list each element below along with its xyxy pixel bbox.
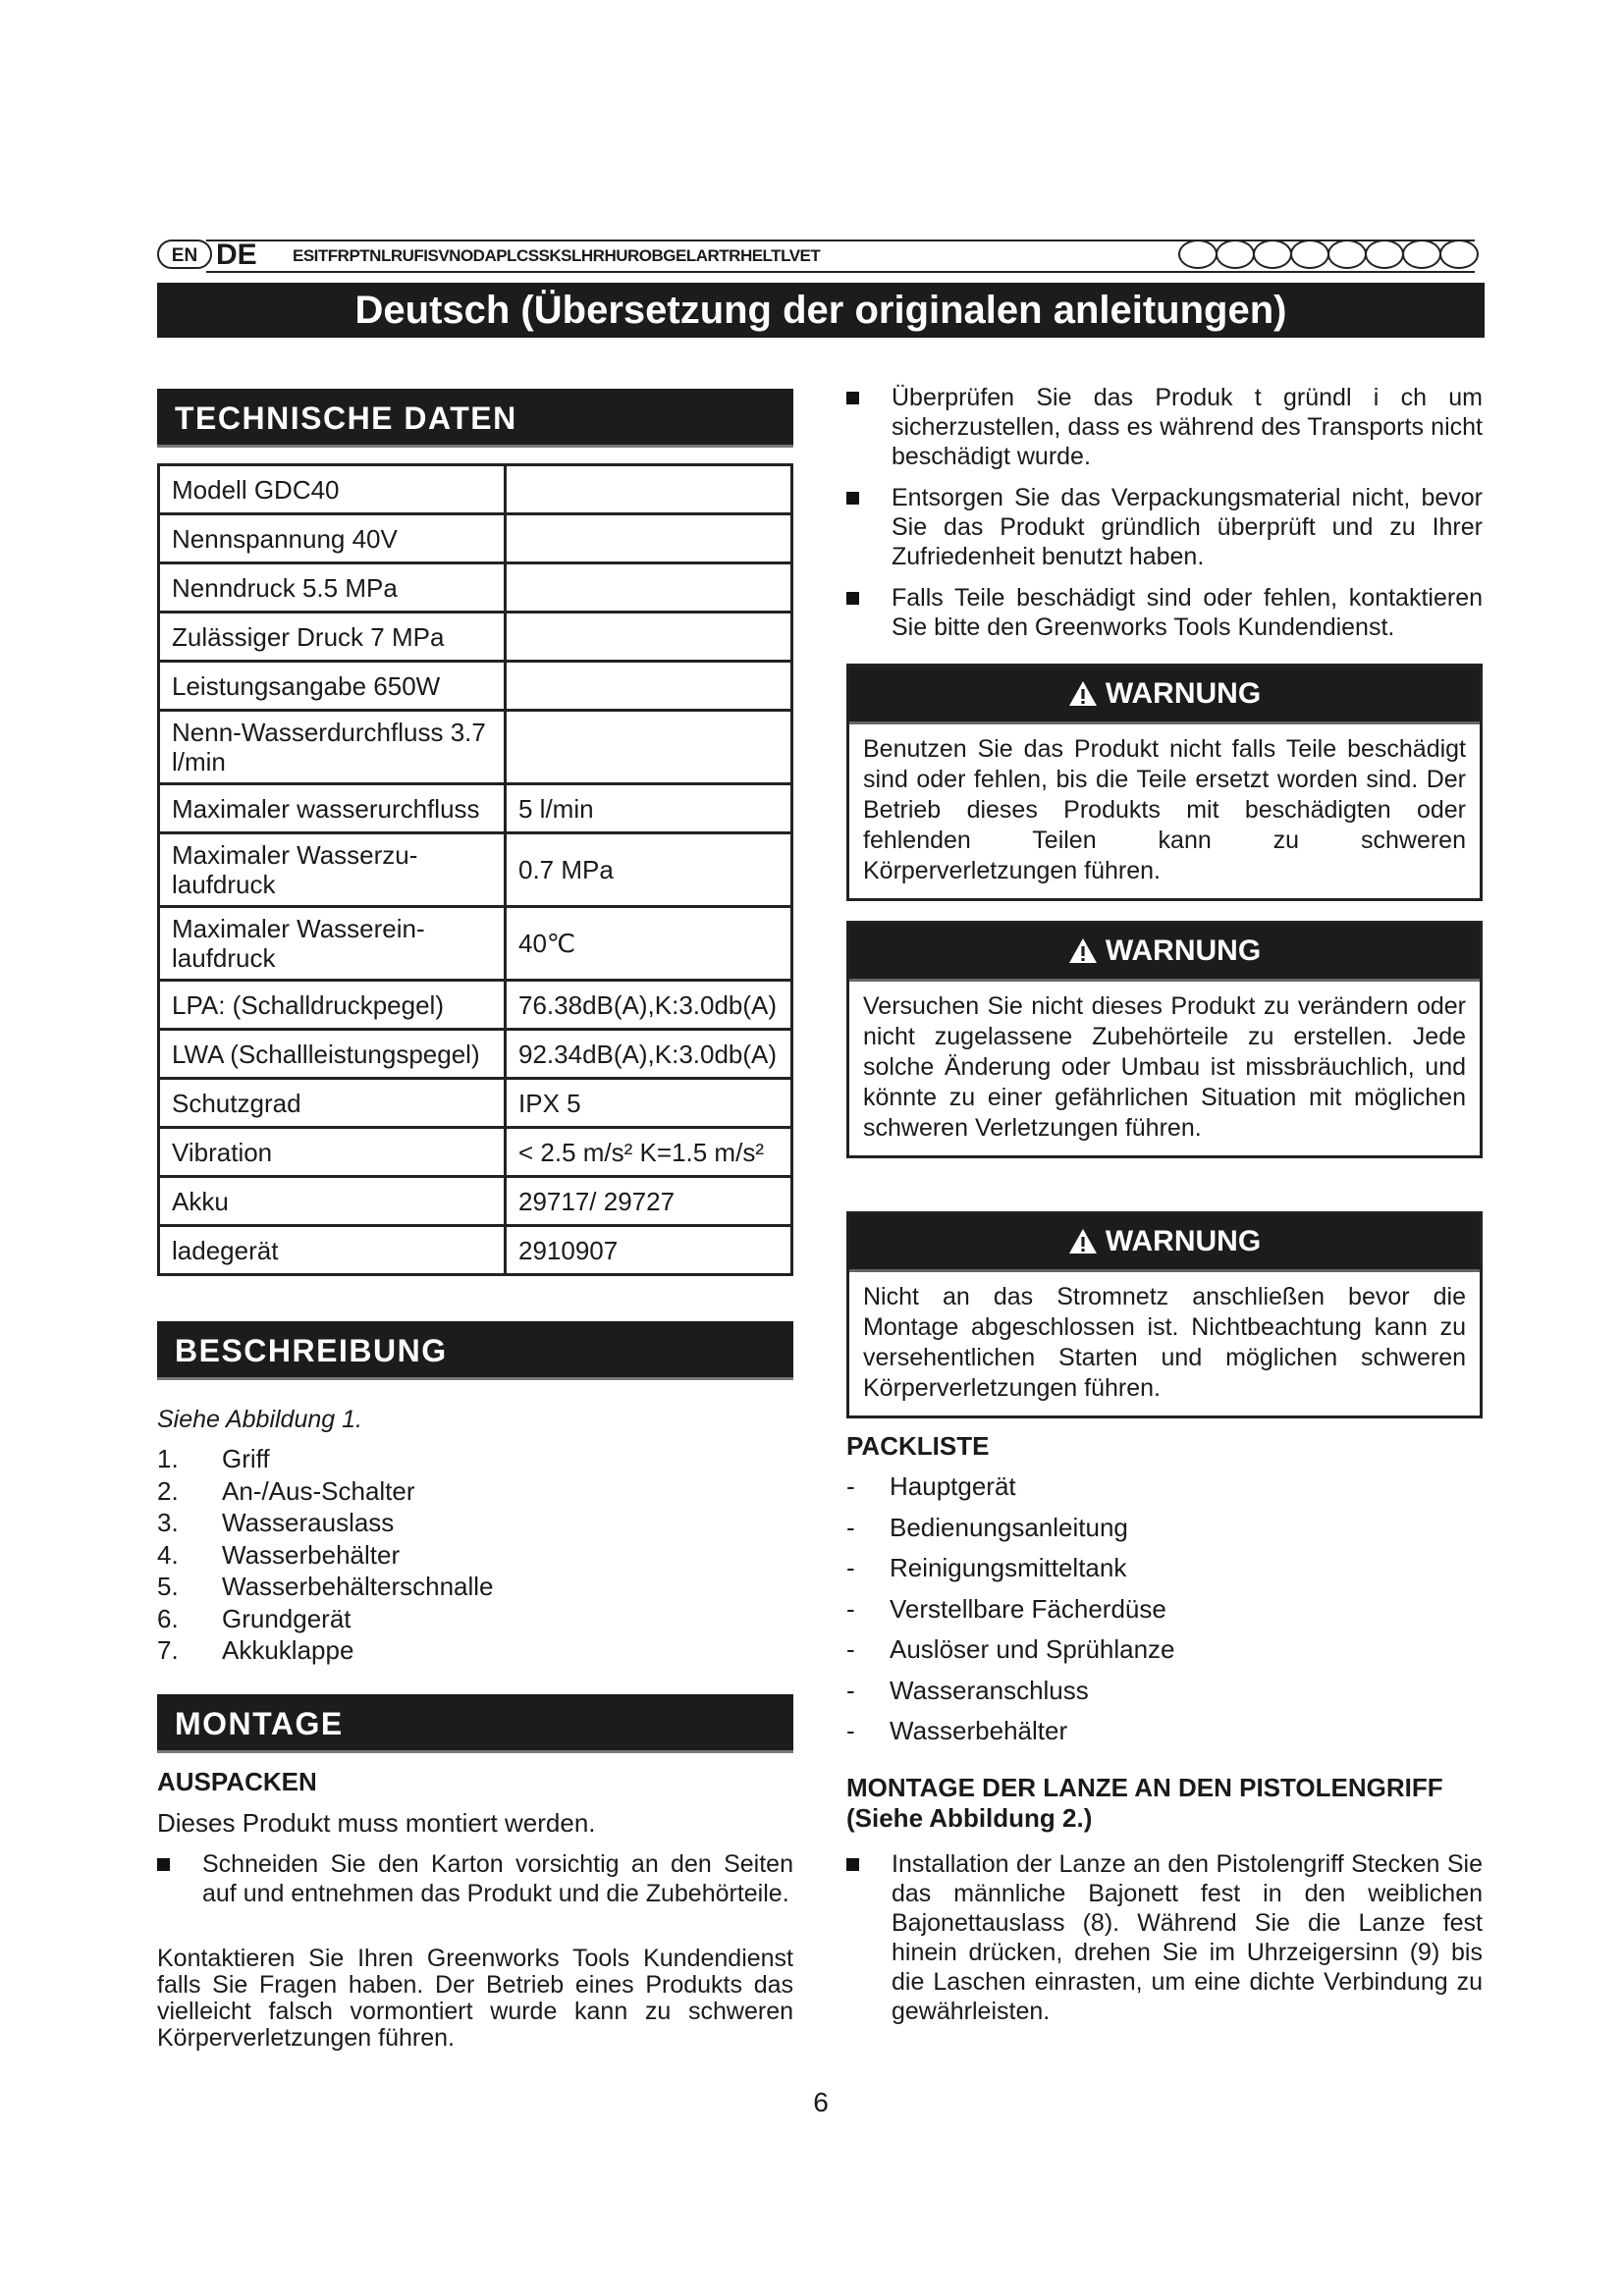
list-text: Griff [222, 1444, 270, 1473]
auspacken-intro: Dieses Produkt muss montiert werden. [157, 1808, 596, 1838]
warning-title: WARNUNG [1105, 677, 1262, 710]
list-text: Grundgerät [222, 1603, 352, 1633]
spec-value: IPX 5 [506, 1079, 792, 1128]
bullet-text: Installation der Lanze an den Pistolengriff Stecken Sie das männliche Bajonett fest in den weiblichen Bajonettauslass (8). Während Sie die Lanze fest hinein drücken, drehen Sie im Uhrzeigersinn (9) bis die Laschen einrasten, um eine dichte Verbindung zu gewährleisten. [892, 1850, 1483, 2025]
spec-label: Leistungsangabe 650W [159, 662, 506, 711]
list-text: An-/Aus-Schalter [222, 1475, 415, 1506]
list-text: Hauptgerät [890, 1471, 1016, 1501]
spec-label: Nenndruck 5.5 MPa [159, 563, 506, 613]
warning-triangle-icon [1068, 1228, 1098, 1255]
list-number: 1. [157, 1444, 179, 1473]
language-bar [157, 236, 1485, 275]
spec-value: 29717/ 29727 [506, 1177, 792, 1226]
list-number: 2. [157, 1475, 179, 1506]
spec-row [159, 833, 792, 907]
spec-value: 40℃ [506, 907, 792, 981]
spec-row [159, 1226, 792, 1275]
bullet-square-icon [846, 492, 859, 505]
spec-label: Nennspannung 40V [159, 514, 506, 563]
language-circle [1439, 240, 1479, 269]
list-item [157, 1507, 494, 1539]
spec-row [159, 662, 792, 711]
list-item [157, 1603, 494, 1635]
spec-row [159, 711, 792, 784]
spec-label: LWA (Schallleistungspegel) [159, 1030, 506, 1079]
language-circle [1253, 240, 1292, 269]
bullet-text: Falls Teile beschädigt sind oder fehlen, kontaktieren Sie bitte den Greenworks Tools Kundendienst. [892, 584, 1483, 641]
list-number: 6. [157, 1603, 179, 1633]
contact-paragraph: Kontaktieren Sie Ihren Greenworks Tools Kundendienst falls Sie Fragen haben. Der Betrieb eines Produkts das vielleicht falsch vormontiert wurde kann zu schweren Körperverletzungen führen. [157, 1945, 793, 2052]
dash-marker: - [846, 1675, 855, 1705]
spec-label: LPA: (Schalldruckpegel) [159, 981, 506, 1030]
bullet-item [846, 383, 1483, 471]
spec-row [159, 613, 792, 662]
list-text: Wasserbehälter [890, 1716, 1068, 1745]
spec-row [159, 981, 792, 1030]
dash-marker: - [846, 1593, 855, 1624]
warning-triangle-icon [1068, 680, 1098, 707]
spec-value [506, 613, 792, 662]
list-item [846, 1467, 1175, 1508]
spec-value [506, 563, 792, 613]
list-item [157, 1634, 494, 1667]
parts-list [157, 1443, 494, 1667]
pack-list [846, 1467, 1175, 1752]
spec-label: Schutzgrad [159, 1079, 506, 1128]
dash-marker: - [846, 1512, 855, 1542]
warning-triangle-icon [1068, 937, 1098, 964]
spec-value: 76.38dB(A),K:3.0db(A) [506, 981, 792, 1030]
list-number: 7. [157, 1635, 179, 1665]
spec-row [159, 465, 792, 514]
list-text: Verstellbare Fächerdüse [890, 1593, 1166, 1624]
spec-row [159, 1079, 792, 1128]
list-text: Akkuklappe [222, 1635, 354, 1665]
list-item [157, 1475, 494, 1508]
warning-title: WARNUNG [1105, 1225, 1262, 1257]
list-text: Wasserbehälter [222, 1539, 401, 1570]
spec-label: Akku [159, 1177, 506, 1226]
warning-header [849, 1214, 1480, 1272]
list-item [157, 1443, 494, 1475]
list-item [846, 1548, 1175, 1589]
spec-value: < 2.5 m/s² K=1.5 m/s² [506, 1128, 792, 1177]
bullet-square-icon [846, 592, 859, 605]
warning-text: Versuchen Sie nicht dieses Produkt zu verändern oder nicht zugelassene Zubehörteile zu erstellen. Jede solche Änderung oder Umbau ist missbräuchlich, und könnte zu einer gefährlichen Situation mit möglichen schweren Verletzungen führen. [863, 992, 1466, 1142]
spec-value [506, 662, 792, 711]
list-text: Wasserbehälterschnalle [222, 1572, 494, 1601]
section-heading-montage: MONTAGE [157, 1694, 793, 1753]
list-number: 5. [157, 1572, 179, 1601]
list-item [157, 1571, 494, 1603]
list-item [846, 1629, 1175, 1671]
spec-row [159, 784, 792, 833]
warning-box [846, 1211, 1483, 1418]
spec-row [159, 1128, 792, 1177]
list-text: Reinigungsmitteltank [890, 1553, 1127, 1582]
language-codes: ESITFRPTNLRUFISVNODAPLCSSKSLHRHUROBGELARTRHELTLVET [293, 246, 821, 265]
spec-value [506, 711, 792, 784]
list-item [846, 1589, 1175, 1630]
lanze-heading-line1: MONTAGE DER LANZE AN DEN PISTOLENGRIFF [846, 1773, 1443, 1802]
packliste-heading: PACKLISTE [846, 1431, 990, 1461]
spec-label: Maximaler Wasserein-laufdruck [159, 907, 506, 981]
spec-row [159, 514, 792, 563]
spec-row [159, 907, 792, 981]
bullet-square-icon [846, 1858, 859, 1871]
bullet-item [846, 483, 1483, 571]
bullet-square-icon [157, 1858, 170, 1871]
bullet-item [846, 1849, 1483, 2026]
spec-label: Nenn-Wasserdurchfluss 3.7 l/min [159, 711, 506, 784]
dash-marker: - [846, 1634, 855, 1664]
language-circle [1327, 240, 1367, 269]
bullet-square-icon [846, 392, 859, 404]
list-number: 3. [157, 1508, 179, 1537]
list-text: Auslöser und Sprühlanze [890, 1634, 1175, 1664]
page-title: Deutsch (Übersetzung der originalen anleitungen) [157, 283, 1485, 338]
list-item [846, 1711, 1175, 1752]
warning-box [846, 921, 1483, 1158]
page-number: 6 [813, 2087, 829, 2117]
language-circle [1402, 240, 1441, 269]
list-item [157, 1539, 494, 1572]
spec-label: Modell GDC40 [159, 465, 506, 514]
warning-text: Nicht an das Stromnetz anschließen bevor die Montage abgeschlossen ist. Nichtbeachtung kann zu versehentlichen Starten und möglichen schweren Körperverletzungen führen. [863, 1283, 1466, 1402]
figure-caption: Siehe Abbildung 1. [157, 1406, 362, 1433]
spec-row [159, 1177, 792, 1226]
spec-value: 2910907 [506, 1226, 792, 1275]
spec-value [506, 465, 792, 514]
section-heading-beschreibung: BESCHREIBUNG [157, 1321, 793, 1380]
spec-label: Maximaler wasserurchfluss [159, 784, 506, 833]
spec-value [506, 514, 792, 563]
list-number: 4. [157, 1539, 179, 1570]
list-text: Wasserauslass [222, 1508, 395, 1537]
bullet-text: Entsorgen Sie das Verpackungsmaterial nicht, bevor Sie das Produkt gründlich überprüft und zu Ihrer Zufriedenheit benutzt haben. [892, 484, 1483, 570]
bullet-text: Überprüfen Sie das Produk t gründl i ch um sicherzustellen, dass es während des Transports nicht beschädigt wurde. [892, 384, 1483, 470]
dash-marker: - [846, 1471, 855, 1501]
spec-row [159, 1030, 792, 1079]
list-item [846, 1671, 1175, 1712]
bullet-item [157, 1849, 793, 1908]
spec-value: 92.34dB(A),K:3.0db(A) [506, 1030, 792, 1079]
spec-row [159, 563, 792, 613]
warning-header [849, 924, 1480, 982]
warning-box [846, 664, 1483, 901]
list-text: Wasseranschluss [890, 1675, 1089, 1705]
spec-value: 5 l/min [506, 784, 792, 833]
language-circle [1290, 240, 1329, 269]
section-heading-technische-daten: TECHNISCHE DATEN [157, 389, 793, 448]
spec-table [157, 463, 793, 1276]
bullet-item [846, 583, 1483, 642]
spec-label: ladegerät [159, 1226, 506, 1275]
list-text: Bedienungsanleitung [890, 1512, 1128, 1542]
warning-header [849, 667, 1480, 724]
dash-marker: - [846, 1716, 855, 1745]
language-circle [1178, 240, 1218, 269]
list-item [846, 1508, 1175, 1549]
language-circle [1216, 240, 1255, 269]
spec-label: Zulässiger Druck 7 MPa [159, 613, 506, 662]
language-de: DE [216, 239, 257, 271]
bullet-text: Schneiden Sie den Karton vorsichtig an den Seiten auf und entnehmen das Produkt und die Zubehörteile. [202, 1850, 793, 1907]
dash-marker: - [846, 1553, 855, 1582]
language-en: EN [157, 240, 212, 269]
spec-label: Maximaler Wasserzu-laufdruck [159, 833, 506, 907]
spec-label: Vibration [159, 1128, 506, 1177]
spec-value: 0.7 MPa [506, 833, 792, 907]
lanze-heading-line2: (Siehe Abbildung 2.) [846, 1803, 1093, 1833]
warning-title: WARNUNG [1105, 934, 1262, 967]
auspacken-heading: AUSPACKEN [157, 1767, 317, 1796]
language-circle [1365, 240, 1404, 269]
lanze-heading [846, 1773, 1483, 1834]
warning-text: Benutzen Sie das Produkt nicht falls Teile beschädigt sind oder fehlen, bis die Teile ersetzt worden sind. Der Betrieb dieses Produkts mit beschädigten oder fehlenden Teilen kann zu schweren Körperverletzungen führen. [863, 735, 1466, 884]
